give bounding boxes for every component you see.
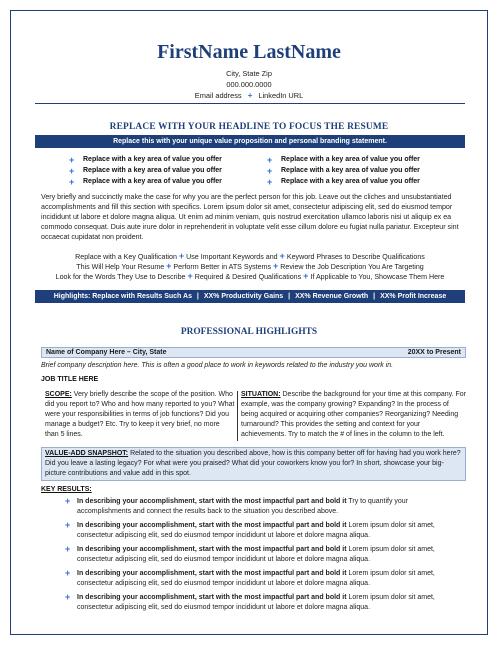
plus-icon: +	[267, 155, 273, 165]
key-results-heading: KEY RESULTS:	[41, 486, 92, 493]
keyword-line: This Will Help Your Resume + Perform Better in ATS Systems + Review the Job Description You Are Targeting	[76, 261, 424, 271]
plus-icon: +	[69, 177, 75, 187]
plus-icon: +	[273, 261, 279, 271]
company-description: Brief company description here. This is often a good place to work in keywords related to the industry you work in.	[41, 362, 394, 369]
linkedin: LinkedIn URL	[258, 91, 304, 100]
location: City, State Zip	[226, 69, 272, 78]
company-name: Name of Company Here – City, State	[46, 349, 167, 356]
keyword-line: Replace with a Key Qualification + Use Important Keywords and + Keyword Phrases to Describe Qualifications	[75, 251, 425, 261]
keyword-line: Look for the Words They Use to Describe + Required & Desired Qualifications + If Applicable to You, Showcase Them Here	[55, 271, 445, 281]
plus-icon: +	[279, 251, 285, 261]
phone: 000.000.0000	[226, 80, 272, 89]
candidate-name: FirstName LastName	[157, 41, 341, 63]
key-value-item: + Replace with a key area of value you offer	[69, 166, 222, 176]
plus-icon: +	[69, 155, 75, 165]
scope-block: SCOPE: Very briefly describe the scope of the position. Who did you report to? Who and how many reported to you? What were your responsibilities in terms of job functions? Did you manage a budget? Etc. Try to keep it very brief, no more than 5 lines.	[45, 391, 235, 439]
value-add-snapshot: VALUE-ADD SNAPSHOT: Related to the situation you described above, how is this company better off for having had you work here? Did you leave a lasting legacy? For what were you praised? What did your coworkers know you for? In short, showcase your big-picture contributions and value add in this spot.	[41, 447, 466, 481]
result-item: + In describing your accomplishment, start with the most impactful part and bold it Lorem ipsum dolor sit amet, consectetur adipiscing elit, sed do eiusmod tempor incididunt ut labore et dolore magna aliqua.	[65, 568, 435, 588]
key-value-item: + Replace with a key area of value you offer	[69, 155, 222, 165]
result-item: + In describing your accomplishment, start with the most impactful part and bold it Lorem ipsum dolor sit amet, consectetur adipiscing elit, sed do eiusmod tempor incididunt ut labore et dolore magna aliqua.	[65, 592, 435, 612]
key-value-item: + Replace with a key area of value you offer	[69, 177, 222, 187]
plus-icon: +	[65, 544, 71, 554]
plus-icon: +	[303, 271, 309, 281]
plus-icon: +	[69, 166, 75, 176]
plus-icon: +	[178, 251, 185, 261]
job-dates: 20XX to Present	[407, 349, 461, 356]
result-item: + In describing your accomplishment, start with the most impactful part and bold it Try to quantify your accomplishments and connect the results back to the situation you described above.	[65, 496, 409, 516]
situation-block: SITUATION: Describe the background for your time at this company. For example, was the company growing? Expanding? In the process of being acquired or acquiring other companies? Reorganizing? Needing turnaround? This provides the setting and context for your achievements. Try to match the # of lines in the column to the left.	[241, 391, 467, 439]
key-value-item: + Replace with a key area of value you offer	[267, 155, 420, 165]
email: Email address	[194, 91, 242, 100]
header-rule	[35, 103, 465, 104]
contact-line	[11, 91, 487, 100]
plus-icon: +	[65, 520, 71, 530]
plus-icon: +	[65, 592, 71, 602]
company-row	[41, 347, 466, 358]
plus-icon: +	[187, 271, 193, 281]
result-item: + In describing your accomplishment, start with the most impactful part and bold it Lorem ipsum dolor sit amet, consectetur adipiscing elit, sed do eiusmod tempor incididunt ut labore et dolore magna aliqua.	[65, 544, 435, 564]
key-value-item: + Replace with a key area of value you offer	[267, 177, 420, 187]
plus-icon: +	[65, 496, 71, 506]
section-title: PROFESSIONAL HIGHLIGHTS	[180, 327, 318, 337]
highlights-bar: Highlights: Replace with Results Such As | XX% Productivity Gains | XX% Revenue Growth | XX% Profit Increase	[35, 290, 465, 303]
plus-icon: +	[166, 261, 172, 271]
key-value-item: + Replace with a key area of value you offer	[267, 166, 420, 176]
headline: REPLACE WITH YOUR HEADLINE TO FOCUS THE RESUME	[109, 122, 389, 132]
plus-icon: +	[247, 91, 253, 100]
resume-page	[10, 10, 488, 635]
plus-icon: +	[267, 166, 273, 176]
value-proposition-bar: Replace this with your unique value proposition and personal branding statement.	[35, 135, 465, 148]
plus-icon: +	[267, 177, 273, 187]
job-title: JOB TITLE HERE	[41, 376, 99, 383]
summary-paragraph: Very briefly and succinctly make the case for why you are the perfect person for this job. Leave out the cliches and unsubstantiated accomplishments and fill this section with specifics. Lorem ipsum dolor sit amet, consectetur adipiscing elit, sed do eiusmod tempor incididunt ut labore et dolore magna aliqua. Ut enim ad minim veniam, quis nostrud exercitation ullamco laboris nisi ut aliquip ex ea commodo consequat. Duis aute irure dolor in reprehenderit in voluptate velit esse cillum dolore eu fugiat nulla pariatur. Excepteur sint occaecat cupidatat non proident.	[41, 193, 459, 242]
column-divider	[237, 391, 238, 441]
plus-icon: +	[65, 568, 71, 578]
result-item: + In describing your accomplishment, start with the most impactful part and bold it Lorem ipsum dolor sit amet, consectetur adipiscing elit, sed do eiusmod tempor incididunt ut labore et dolore magna aliqua.	[65, 520, 435, 540]
